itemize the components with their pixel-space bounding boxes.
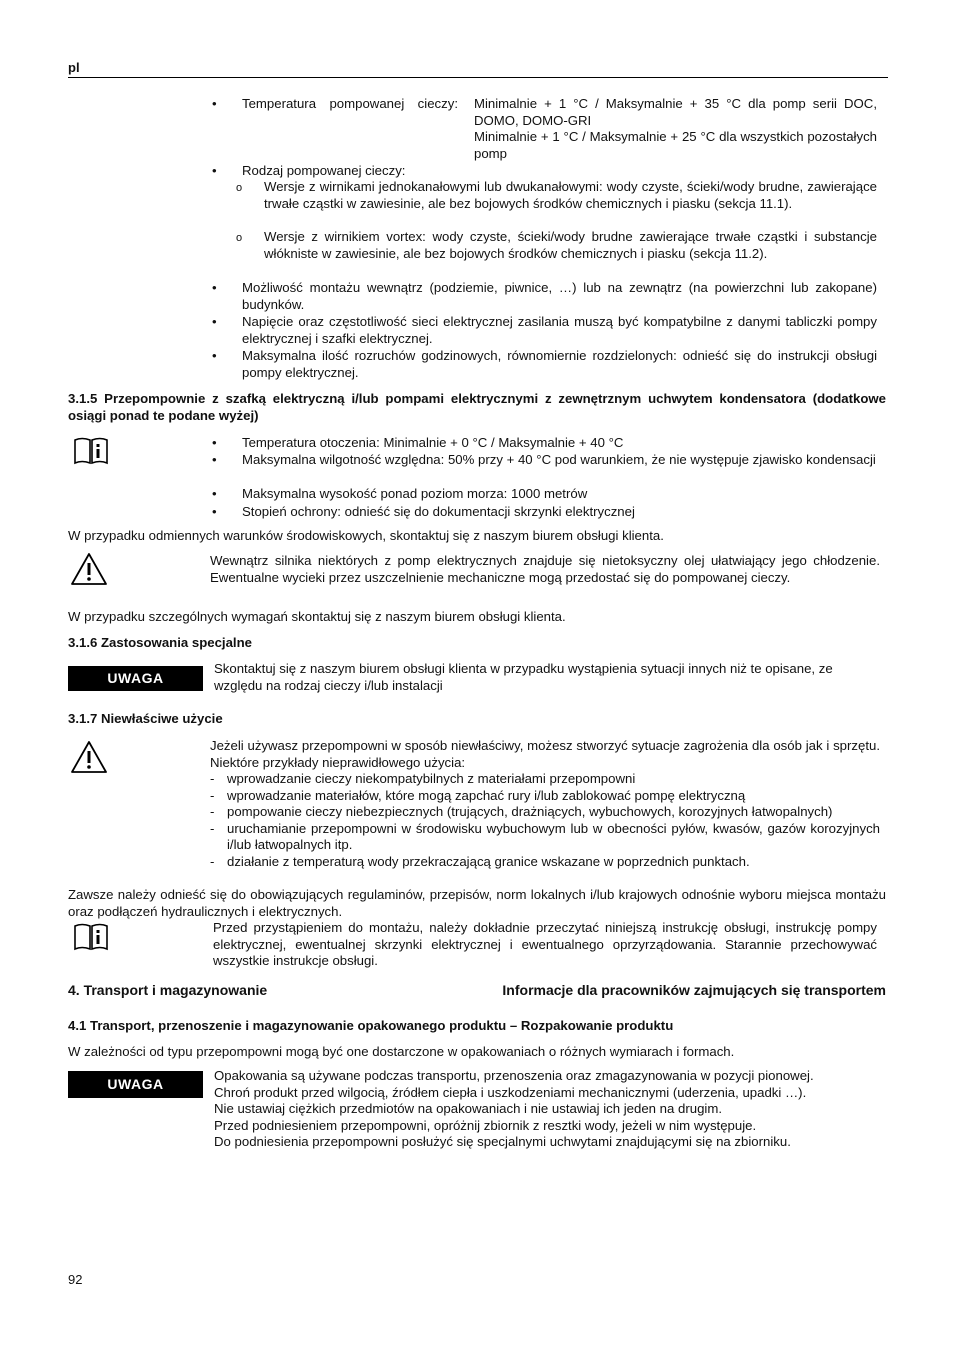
list-item: - działanie z temperaturą wody przekraczającą granice wskazane w poprzednich punktach.	[210, 854, 880, 871]
bullet-dot: •	[212, 163, 217, 178]
uwaga-text: Skontaktuj się z naszym biurem obsługi klienta w przypadku wystąpienia sytuacji innych niż te opisane, ze względu na rodzaj cieczy i/lub instalacji	[214, 661, 833, 693]
paragraph: W zależności od typu przepompowni mogą być one dostarczone w opakowaniach o różnych wymiarach i formach.	[68, 1044, 735, 1059]
uwaga-badge: UWAGA	[68, 666, 203, 691]
list-item: Napięcie oraz częstotliwość sieci elektrycznej zasilania muszą być kompatybilne z danymi tabliczki pompy elektrycznej i szafki elektrycznej.	[242, 314, 877, 346]
temp-label: Temperatura pompowanej cieczy:	[242, 96, 458, 111]
uwaga-line: Przed podniesieniem przepompowni, opróżnij zbiornik z resztki wody, jeżeli w nim występuje.	[214, 1117, 757, 1133]
section-subtitle: Informacje dla pracowników zajmujących się transportem	[502, 982, 886, 998]
bullet-dot: •	[212, 314, 217, 329]
paragraph: W przypadku szczególnych wymagań skontaktuj się z naszym biurem obsługi klienta.	[68, 609, 566, 624]
liquid-sub-item: Wersje z wirnikiem vortex: wody czyste, ścieki/wody brudne zawierające trwałe cząstki i substancje włókniste w zawiesinie, ale bez bojowych środków chemicznych i piasku (sekcja 11.2).	[264, 229, 877, 261]
page-number: 92	[68, 1272, 83, 1287]
warning-intro: Jeżeli używasz przepompowni w sposób niewłaściwy, możesz stworzyć sytuacje zagrożenia dla osób jak i sprzętu. Niektóre przykłady nieprawidłowego użycia:	[210, 738, 880, 770]
bullet-dot: •	[212, 96, 217, 111]
section-heading-315: 3.1.5 Przepompownie z szafką elektryczną i/lub pompami elektrycznymi z zewnętrznym uchwytem kondensatora (dodatkowe osiągi ponad te podane wyżej)	[68, 391, 886, 423]
bullet-dot: •	[212, 504, 217, 519]
list-item: Maksymalna wilgotność względna: 50% przy + 40 °C pod warunkiem, że nie występuje zjawisko kondensacji	[242, 452, 876, 467]
bullet-dot: •	[212, 452, 217, 467]
paragraph: W przypadku odmiennych warunków środowiskowych, skontaktuj się z naszym biurem obsługi klienta.	[68, 528, 664, 543]
uwaga-line: Opakowania są używane podczas transportu, przenoszenia oraz zmagazynowania w pozycji pionowej.	[214, 1068, 814, 1083]
liquid-label: Rodzaj pompowanej cieczy:	[242, 163, 406, 178]
misuse-list	[210, 771, 880, 871]
manual-text: Przed przystąpieniem do montażu, należy dokładnie przeczytać niniejszą instrukcję obsługi, instrukcję pompy elektrycznej, ewentualnej skrzynki elektrycznej i ewentualnego oprzyrządowania. Starannie przechowywać wszystkie instrukcje obsługi.	[213, 920, 877, 969]
list-item: - pompowanie cieczy niebezpiecznych (trujących, drażniących, wybuchowych, korozyjnych łatwopalnych)	[210, 804, 880, 821]
warning-triangle-icon	[70, 552, 108, 591]
list-item: - wprowadzanie cieczy niekompatybilnych z materiałami przepompowni	[210, 771, 880, 788]
uwaga-text-block	[214, 1068, 880, 1151]
section-heading-317: 3.1.7 Niewłaściwe użycie	[68, 711, 223, 726]
bullet-dot: •	[212, 348, 217, 363]
section-heading-41: 4.1 Transport, przenoszenie i magazynowanie opakowanego produktu – Rozpakowanie produktu	[68, 1018, 674, 1033]
temp-value-2: Minimalnie + 1 °C / Maksymalnie + 25 °C dla wszystkich pozostałych pomp	[474, 129, 877, 161]
list-item: - wprowadzanie materiałów, które mogą zapchać rury i/lub zablokować pompę elektryczną	[210, 788, 880, 805]
bullet-dot: •	[212, 486, 217, 501]
list-item: Maksymalna wysokość ponad poziom morza: 1000 metrów	[242, 486, 588, 501]
uwaga-line: Do podniesienia przepompowni posłużyć się specjalnymi uchwytami znajdującymi się na zbiorniku.	[214, 1134, 791, 1150]
circle-bullet: o	[236, 232, 243, 244]
section-heading-316: 3.1.6 Zastosowania specjalne	[68, 635, 252, 650]
warning-text: Wewnątrz silnika niektórych z pomp elektrycznych znajduje się nietoksyczny olej ułatwiający jego chłodzenie. Ewentualne wycieki przez uszczelnienie mechaniczne mogą przedostać się do pompowanej cieczy.	[210, 553, 880, 585]
section-heading-4: 4. Transport i magazynowanie	[68, 982, 268, 998]
list-item: Maksymalna ilość rozruchów godzinowych, równomiernie rozdzielonych: odnieść się do instrukcji obsługi pompy elektrycznej.	[242, 348, 877, 380]
liquid-sub-item: Wersje z wirnikami jednokanałowymi lub dwukanałowymi: wody czyste, ścieki/wody brudne, zawierające trwałe cząstki w zawiesinie, ale bez bojowych środków chemicznych i piasku (sekcja 11.1).	[264, 179, 877, 211]
uwaga-badge: UWAGA	[68, 1071, 203, 1098]
paragraph: Zawsze należy odnieść się do obowiązujących regulaminów, przepisów, norm lokalnych i/lub krajowych odnośnie wyboru miejsca montażu oraz podłączeń hydraulicznych i elektrycznych.	[68, 887, 886, 919]
warning-triangle-icon	[70, 740, 108, 779]
uwaga-line: Chroń produkt przed wilgocią, źródłem ciepła i uszkodzeniami mechanicznymi (uderzenia, upadki …).	[214, 1084, 807, 1100]
list-item: Stopień ochrony: odnieść się do dokumentacji skrzynki elektrycznej	[242, 504, 635, 519]
list-item: Temperatura otoczenia: Minimalnie + 0 °C / Maksymalnie + 40 °C	[242, 435, 624, 450]
manual-book-icon	[72, 436, 110, 471]
uwaga-line: Nie ustawiaj ciężkich przedmiotów na opakowaniach i nie ustawiaj ich jeden na drugim.	[214, 1101, 722, 1117]
circle-bullet: o	[236, 182, 243, 194]
header-rule	[68, 77, 888, 78]
bullet-dot: •	[212, 280, 217, 295]
language-code: pl	[68, 60, 80, 75]
list-item: - uruchamianie przepompowni w środowisku wybuchowym lub w obecności pyłów, kwasów, gazów korozyjnych i/lub łatwopalnych itp.	[210, 821, 880, 854]
bullet-dot: •	[212, 435, 217, 450]
list-item: Możliwość montażu wewnątrz (podziemie, piwnice, …) lub na zewnątrz (na powierzchni lub zakopane) budynków.	[242, 280, 877, 312]
manual-book-icon	[72, 922, 110, 957]
temp-value-1: Minimalnie + 1 °C / Maksymalnie + 35 °C dla pomp serii DOC, DOMO, DOMO-GRI	[474, 96, 877, 128]
